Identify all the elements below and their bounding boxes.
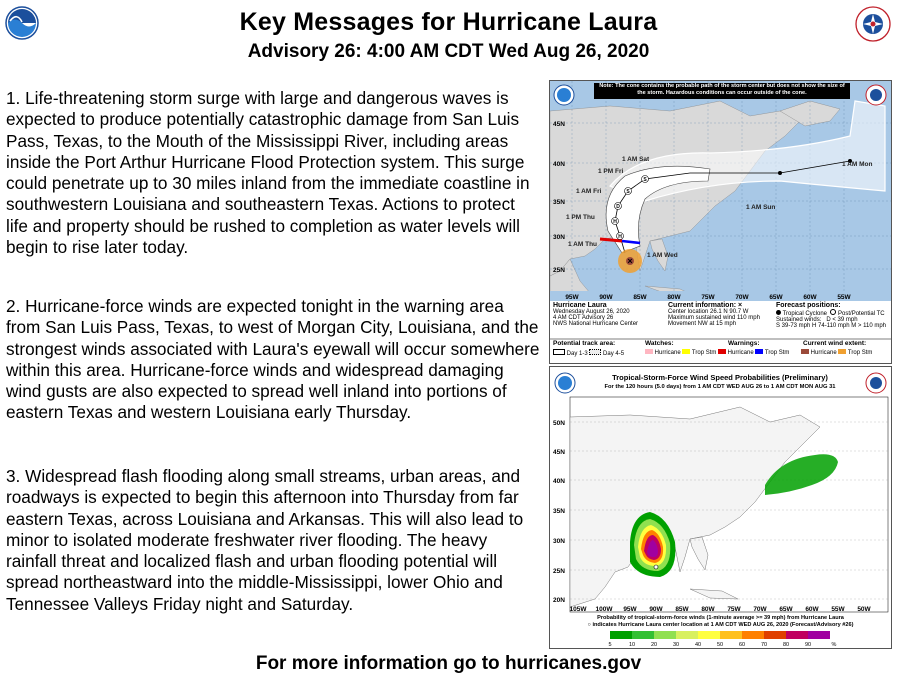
wind-footnote-1: Probability of tropical-storm-force winds (1-minute average >= 39 mph) from Hurricane Laura bbox=[597, 615, 844, 621]
legend-wind-extent-title: Current wind extent: bbox=[803, 340, 867, 347]
label-1am-mon: 1 AM Mon bbox=[842, 161, 873, 168]
legend-watch-hurricane: Hurricane bbox=[654, 350, 681, 356]
sustained-label: Sustained winds: bbox=[776, 317, 822, 323]
wind-footnote-2: ○ indicates Hurricane Laura center location at 1 AM CDT WED AUG 26, 2020 (Forecast/Advisory #26) bbox=[587, 622, 854, 628]
forecast-item-ptc: Post/Potential TC bbox=[838, 311, 885, 317]
label-1am-sun: 1 AM Sun bbox=[746, 204, 776, 211]
map-noaa-logo bbox=[554, 85, 574, 105]
footer-link-text: For more information go to hurricanes.gov bbox=[255, 653, 642, 674]
wind-lon-95w: 95W bbox=[623, 606, 637, 613]
lon-70w: 70W bbox=[735, 294, 749, 301]
scale-10: 10 bbox=[628, 642, 636, 648]
key-message-1: 1. Life-threatening storm surge with large and dangerous waves is expected to produce potentially catastrophic damage from San Luis Pass, Texas, to the Mouth of the Mississippi River, including areas inside the Port Arthur Hurricane Flood Protection system. This surge could penetrate up to 30 miles inland from the immediate coastline in southwestern Louisiana and southeastern Texas. Actions to protect life and property should be rushed to completion as water levels will begin to rise later today. bbox=[6, 88, 530, 258]
legend-extent-ts: Trop Stm bbox=[847, 350, 873, 356]
lat-25n: 25N bbox=[553, 267, 565, 274]
lat-30n: 30N bbox=[553, 234, 565, 241]
scale-20: 20 bbox=[650, 642, 658, 648]
current-center-marker: × bbox=[627, 256, 633, 266]
lon-90w: 90W bbox=[599, 294, 613, 301]
cone-legend bbox=[553, 340, 889, 362]
lat-35n: 35N bbox=[553, 199, 565, 206]
svg-text:H: H bbox=[618, 234, 622, 240]
wind-lat-20n: 20N bbox=[553, 597, 565, 604]
scale-80: 80 bbox=[782, 642, 790, 648]
issued-date: Wednesday August 26, 2020 bbox=[553, 309, 630, 315]
label-1pm-fri: 1 PM Fri bbox=[598, 168, 624, 175]
wind-lon-70w: 70W bbox=[753, 606, 767, 613]
wind-lon-90w: 90W bbox=[649, 606, 663, 613]
scale-40: 40 bbox=[694, 642, 702, 648]
wind-lon-55w: 55W bbox=[831, 606, 845, 613]
wind-lon-80w: 80W bbox=[701, 606, 715, 613]
scale-60: 60 bbox=[738, 642, 746, 648]
lon-55w: 55W bbox=[837, 294, 851, 301]
legend-day13: Day 1-3 bbox=[566, 351, 588, 357]
sustained-d: D < 39 mph bbox=[826, 317, 858, 323]
forecast-title: Forecast positions: bbox=[776, 302, 841, 309]
svg-text:S: S bbox=[643, 177, 647, 183]
lon-95w: 95W bbox=[565, 294, 579, 301]
wind-footnote-2-text: indicates Hurricane Laura center location at 1 AM CDT WED AUG 26, 2020 (Forecast/Advisory #26) bbox=[592, 622, 854, 628]
scale-50: 50 bbox=[716, 642, 724, 648]
wind-center-marker bbox=[654, 565, 658, 569]
svg-text:H: H bbox=[613, 219, 617, 225]
advisory-subtitle: Advisory 26: 4:00 AM CDT Wed Aug 26, 2020 bbox=[247, 41, 650, 62]
scale-percent: % bbox=[831, 642, 837, 648]
lon-85w: 85W bbox=[633, 294, 647, 301]
wind-map-title: Tropical-Storm-Force Wind Speed Probabilities (Preliminary) bbox=[612, 373, 828, 382]
scale-5: 5 bbox=[608, 642, 612, 648]
wind-probability-graphic bbox=[549, 366, 892, 649]
legend-watches-title: Watches: bbox=[645, 340, 674, 347]
cone-note: Note: The cone contains the probable path of the storm center but does not show the size of the storm. Hazardous conditions can occur outside of the cone. bbox=[599, 83, 845, 96]
svg-text:S: S bbox=[626, 189, 630, 195]
legend-track-title: Potential track area: bbox=[553, 340, 616, 347]
sustained-sh: S 39-73 mph H 74-110 mph M > 110 mph bbox=[776, 323, 887, 329]
legend-day45: Day 4-5 bbox=[603, 351, 625, 357]
scale-70: 70 bbox=[760, 642, 768, 648]
wind-lat-40n: 40N bbox=[553, 478, 565, 485]
current-info-title: Current information: bbox=[668, 302, 737, 309]
wind-lon-65w: 65W bbox=[779, 606, 793, 613]
wind-lon-85w: 85W bbox=[675, 606, 689, 613]
page-title: Key Messages for Hurricane Laura bbox=[239, 8, 658, 36]
label-1am-fri: 1 AM Fri bbox=[576, 188, 602, 195]
lon-65w: 65W bbox=[769, 294, 783, 301]
wind-lat-45n: 45N bbox=[553, 449, 565, 456]
wind-lat-25n: 25N bbox=[553, 568, 565, 575]
issued-time: 4 AM CDT Advisory 26 bbox=[553, 315, 614, 321]
cone-forecast-graphic bbox=[549, 80, 892, 364]
wind-scale bbox=[610, 631, 830, 639]
wind-map-noaa-logo bbox=[555, 373, 575, 393]
wind-lat-35n: 35N bbox=[553, 508, 565, 515]
lon-80w: 80W bbox=[667, 294, 681, 301]
lon-75w: 75W bbox=[701, 294, 715, 301]
scale-30: 30 bbox=[672, 642, 680, 648]
legend-warning-ts: Trop Stm bbox=[764, 350, 790, 356]
key-message-3: 3. Widespread flash flooding along small streams, urban areas, and roadways is expected to begin this afternoon into Thursday from far eastern Texas, across Louisiana and Arkansas. This will also lead to minor to isolated moderate freshwater river flooding. The heavy rainfall threat and localized flash and urban flooding potential will spread northeastward into the middle-Mississippi, lower Ohio and Tennessee Valleys Friday night and Saturday. bbox=[6, 466, 524, 614]
label-1am-sat: 1 AM Sat bbox=[622, 156, 650, 163]
current-info-line-1: Center location 26.1 N 90.7 W bbox=[668, 309, 749, 315]
forecast-item-tc: Tropical Cyclone bbox=[782, 311, 828, 317]
lon-60w: 60W bbox=[803, 294, 817, 301]
label-1am-wed: 1 AM Wed bbox=[647, 252, 678, 259]
storm-name: Hurricane Laura bbox=[553, 302, 607, 309]
map-nws-logo bbox=[866, 85, 886, 105]
wind-lon-100w: 100W bbox=[595, 606, 613, 613]
scale-90: 90 bbox=[804, 642, 812, 648]
wind-lon-75w: 75W bbox=[727, 606, 741, 613]
label-1am-thu: 1 AM Thu bbox=[568, 241, 598, 248]
current-info-line-2: Maximum sustained wind 110 mph bbox=[668, 315, 760, 321]
forecast-positions-block bbox=[776, 302, 890, 329]
current-info-block: Current information: × Center location 26.1 N 90.7 W Maximum sustained wind 110 mph Movement NW at 15 mph bbox=[668, 302, 776, 327]
legend-extent-hurricane: Hurricane bbox=[810, 350, 837, 356]
wind-lat-50n: 50N bbox=[553, 420, 565, 427]
wind-map-svg bbox=[550, 367, 891, 648]
label-1pm-thu: 1 PM Thu bbox=[566, 214, 595, 221]
wind-lat-30n: 30N bbox=[553, 538, 565, 545]
issuer: NWS National Hurricane Center bbox=[553, 321, 639, 327]
wind-lon-105w: 105W bbox=[569, 606, 587, 613]
wind-lon-60w: 60W bbox=[805, 606, 819, 613]
current-info-line-3: Movement NW at 15 mph bbox=[668, 321, 737, 327]
nws-logo bbox=[855, 6, 891, 42]
legend-watch-ts: Trop Stm bbox=[691, 350, 717, 356]
svg-text:D: D bbox=[616, 204, 620, 210]
key-message-2: 2. Hurricane-force winds are expected tonight in the warning area from San Luis Pass, Texas, to west of Morgan City, Louisiana, and the strongest winds associated with Laura's eyewall will occur somewhere within this area. Hurricane-force winds and widespread damaging wind gusts are also expected to spread well inland into portions of eastern Texas and western Louisiana early Thursday. bbox=[6, 296, 540, 423]
legend-warning-hurricane: Hurricane bbox=[727, 350, 754, 356]
legend-warnings-title: Warnings: bbox=[728, 340, 760, 347]
wind-map-subtitle: For the 120 hours (5.0 days) from 1 AM CDT WED AUG 26 to 1 AM CDT MON AUG 31 bbox=[604, 384, 836, 390]
wind-map-nws-logo bbox=[866, 373, 886, 393]
wind-lon-50w: 50W bbox=[857, 606, 871, 613]
storm-info-block bbox=[553, 302, 663, 327]
lat-45n: 45N bbox=[553, 121, 565, 128]
lat-40n: 40N bbox=[553, 161, 565, 168]
